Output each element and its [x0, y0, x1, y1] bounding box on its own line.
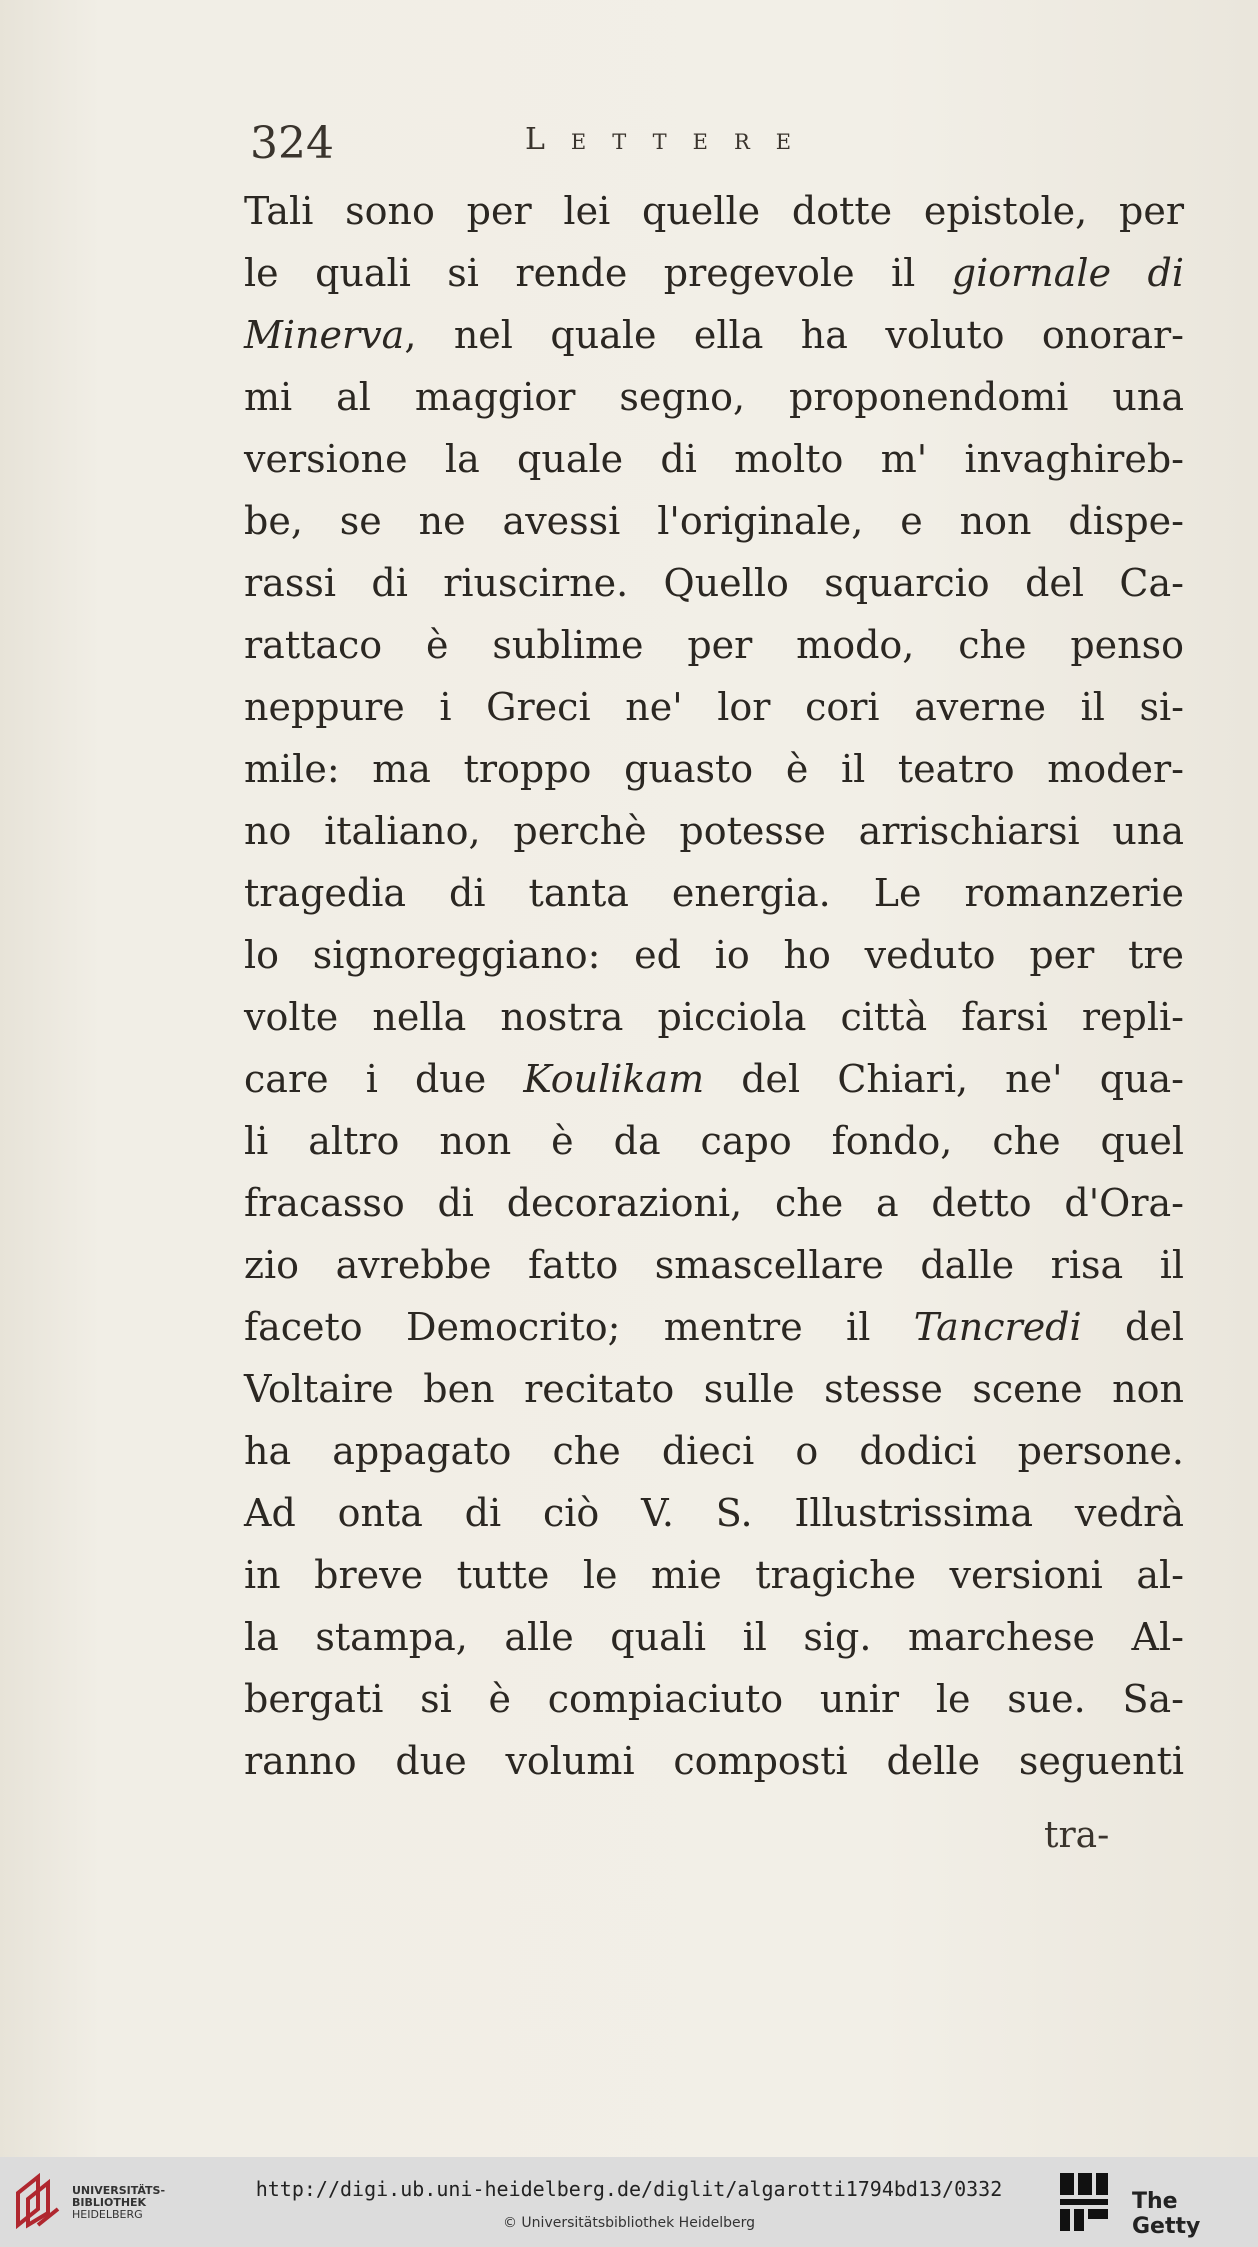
- text-line: [244, 552, 1184, 614]
- text-line: [244, 1172, 1184, 1234]
- text-line: [244, 366, 1184, 428]
- text-line: [244, 1296, 1184, 1358]
- text-line: [244, 1420, 1184, 1482]
- line-text: del: [1081, 1305, 1184, 1349]
- line-text: rassi di riuscirne. Quello squarcio del Ca-: [244, 561, 1184, 605]
- line-text: lo signoreggiano: ed io ho veduto per tre: [244, 933, 1184, 977]
- line-text: bergati si è compiaciuto unir le sue. Sa-: [244, 1677, 1184, 1721]
- line-text: ranno due volumi composti delle seguenti: [244, 1739, 1184, 1783]
- italic-title: giornale di: [951, 251, 1184, 295]
- text-line: [244, 862, 1184, 924]
- text-line: [244, 800, 1184, 862]
- line-text: in breve tutte le mie tragiche versioni al-: [244, 1553, 1184, 1597]
- running-title: Lettere: [525, 122, 818, 157]
- text-line: [244, 242, 1184, 304]
- footer-bar: [0, 2157, 1258, 2247]
- italic-title: Minerva: [244, 313, 405, 357]
- line-text: ha appagato che dieci o dodici persone.: [244, 1429, 1184, 1473]
- line-text: neppure i Greci ne' lor cori averne il si-: [244, 685, 1184, 729]
- text-line: [244, 1234, 1184, 1296]
- text-line: [244, 1606, 1184, 1668]
- line-text: volte nella nostra picciola città farsi repli-: [244, 995, 1184, 1039]
- line-text: del Chiari, ne' qua-: [704, 1057, 1184, 1101]
- line-text: mile: ma troppo guasto è il teatro moder-: [244, 747, 1184, 791]
- line-text: li altro non è da capo fondo, che quel: [244, 1119, 1184, 1163]
- italic-title: Tancredi: [913, 1305, 1082, 1349]
- text-line: [244, 1110, 1184, 1172]
- line-text: Tali sono per lei quelle dotte epistole, per: [244, 189, 1184, 233]
- line-text: be, se ne avessi l'originale, e non dispe-: [244, 499, 1184, 543]
- text-line: [244, 1358, 1184, 1420]
- text-line: [244, 428, 1184, 490]
- line-text: , nel quale ella ha voluto onorar-: [404, 313, 1184, 357]
- text-line: [244, 1668, 1184, 1730]
- getty-logo-label: The Getty: [1132, 2189, 1201, 2239]
- catchword: tra-: [1044, 1815, 1110, 1856]
- text-line: [244, 1048, 1184, 1110]
- page-number: 324: [250, 118, 334, 169]
- text-line: [244, 614, 1184, 676]
- text-line: [244, 676, 1184, 738]
- text-line: [244, 304, 1184, 366]
- copyright-notice: © Universitätsbibliothek Heidelberg: [502, 2215, 755, 2231]
- text-line: [244, 490, 1184, 552]
- page-header: [250, 118, 950, 178]
- line-text: rattaco è sublime per modo, che penso: [244, 623, 1184, 667]
- text-line: [244, 1730, 1184, 1792]
- text-line: [244, 180, 1184, 242]
- getty-logo-icon: [1058, 2171, 1110, 2233]
- line-text: faceto Democrito; mentre il: [244, 1305, 914, 1349]
- text-line: [244, 986, 1184, 1048]
- line-text: care i due: [244, 1057, 524, 1101]
- text-line: [244, 1482, 1184, 1544]
- italic-title: Koulikam: [523, 1057, 705, 1101]
- line-text: tragedia di tanta energia. Le romanzerie: [244, 871, 1184, 915]
- line-text: la stampa, alle quali il sig. marchese Al-: [244, 1615, 1184, 1659]
- text-line: [244, 1544, 1184, 1606]
- line-text: zio avrebbe fatto smascellare dalle risa il: [244, 1243, 1184, 1287]
- library-logo-label: UNIVERSITÄTS- BIBLIOTHEK HEIDELBERG: [72, 2184, 166, 2221]
- body-text: [244, 180, 1184, 1792]
- line-text: fracasso di decorazioni, che a detto d'Ora-: [244, 1181, 1184, 1225]
- text-line: [244, 738, 1184, 800]
- getty-logo[interactable]: [1058, 2171, 1248, 2239]
- line-text: no italiano, perchè potesse arrischiarsi una: [244, 809, 1184, 853]
- text-line: [244, 924, 1184, 986]
- line-text: Voltaire ben recitato sulle stesse scene non: [244, 1367, 1184, 1411]
- permalink-url[interactable]: http://digi.ub.uni-heidelberg.de/diglit/algarotti1794bd13/0332: [255, 2177, 1003, 2201]
- line-text: mi al maggior segno, proponendomi una: [244, 375, 1184, 419]
- line-text: versione la quale di molto m' invaghireb-: [244, 437, 1184, 481]
- line-text: le quali si rende pregevole il: [244, 251, 952, 295]
- line-text: Ad onta di ciò V. S. Illustrissima vedrà: [244, 1491, 1184, 1535]
